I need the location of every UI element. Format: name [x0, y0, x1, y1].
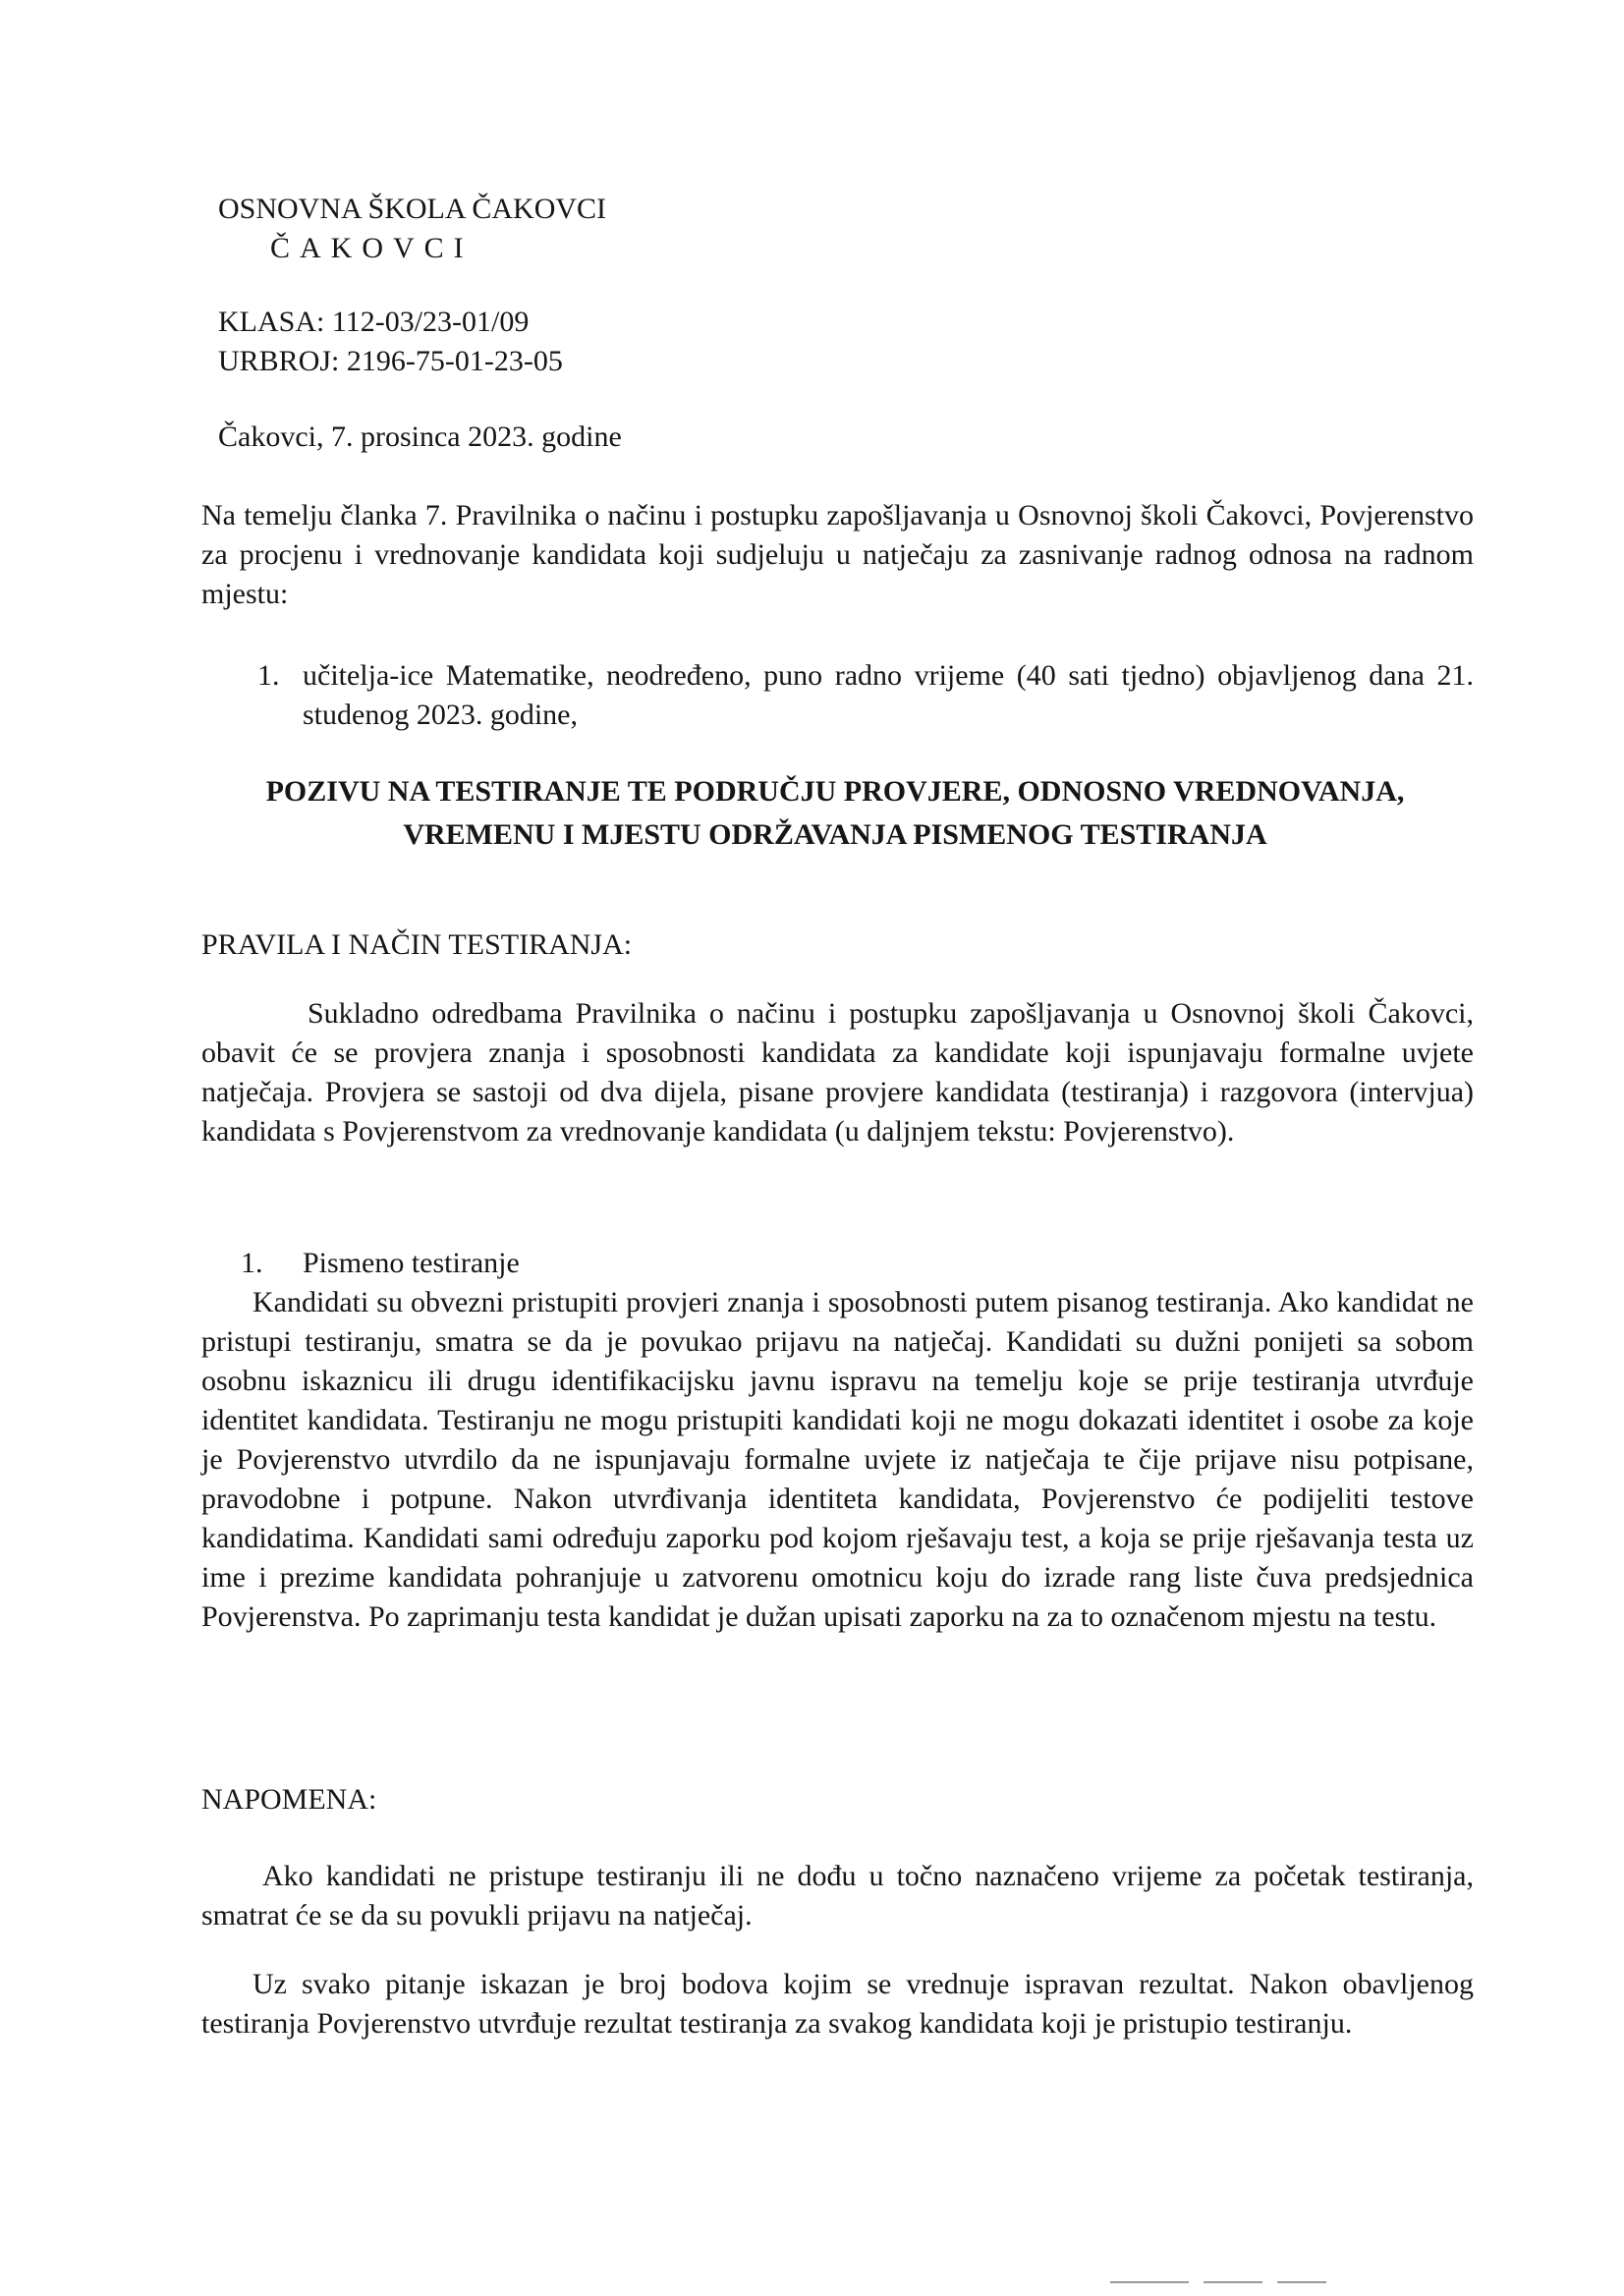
- position-number: 1.: [257, 659, 280, 692]
- note-paragraph-1: Ako kandidati ne pristupe testiranju ili ne dođu u točno naznačeno vrijeme za početak testiranja, smatrat će se da su povukli prijavu na natječaj.: [201, 1860, 1474, 1932]
- urbroj-reference: URBROJ: 2196-75-01-23-05: [218, 345, 563, 377]
- position-description: učitelja-ice Matematike, neodređeno, puno radno vrijeme (40 sati tjedno) objavljenog dana 21. studenog 2023. godine,: [303, 659, 1474, 731]
- section-title: Pismeno testiranje: [303, 1247, 520, 1279]
- rules-heading: PRAVILA I NAČIN TESTIRANJA:: [201, 928, 633, 961]
- footer-divider: [1277, 2281, 1326, 2283]
- footer-divider: [1204, 2281, 1262, 2283]
- klasa-reference: KLASA: 112-03/23-01/09: [218, 306, 530, 338]
- school-name: OSNOVNA ŠKOLA ČAKOVCI: [218, 193, 607, 225]
- rules-paragraph: Sukladno odredbama Pravilnika o načinu i postupku zapošljavanja u Osnovnoj školi Čakovci, obavit će se provjera znanja i sposobnosti kandidata za kandidate koji ispunjavaju formalne uvjete natječaja. Provjera se sastoji od dva dijela, pisane provjere kandidata (testiranja) i razgovora (intervjua) kandidata s Povjerenstvom za vrednovanje kandidata (u daljnjem tekstu: Povjerenstvo).: [201, 997, 1474, 1148]
- note-heading: NAPOMENA:: [201, 1783, 377, 1816]
- section-number: 1.: [241, 1247, 263, 1279]
- document-date: Čakovci, 7. prosinca 2023. godine: [218, 420, 622, 453]
- school-city: ČAKOVCI: [270, 232, 474, 264]
- footer-divider: [1110, 2281, 1189, 2283]
- intro-paragraph: Na temelju članka 7. Pravilnika o načinu i postupku zapošljavanja u Osnovnoj školi Čakovci, Povjerenstvo za procjenu i vrednovanje kandidata koji sudjeluju u natječaju za zasnivanje radnog odnosa na radnom mjestu:: [201, 499, 1474, 610]
- note-paragraph-2: Uz svako pitanje iskazan je broj bodova kojim se vrednuje ispravan rezultat. Nakon obavljenog testiranja Povjerenstvo utvrđuje rezultat testiranja za svakog kandidata koji je pristupio testiranju.: [201, 1968, 1474, 2040]
- document-title: POZIVU NA TESTIRANJE TE PODRUČJU PROVJERE, ODNOSNO VREDNOVANJA, VREMENU I MJESTU ODRŽAVANJA PISMENOG TESTIRANJA: [265, 775, 1405, 851]
- section-paragraph: Kandidati su obvezni pristupiti provjeri znanja i sposobnosti putem pisanog testiranja. Ako kandidat ne pristupi testiranju, smatra se da je povukao prijavu na natječaj. Kandidati su dužni ponijeti sa sobom osobnu iskaznicu ili drugu identifikacijsku javnu ispravu na temelju koje se prije testiranja utvrđuje identitet kandidata. Testiranju ne mogu pristupiti kandidati koji ne mogu dokazati identitet i osobe za koje je Povjerenstvo utvrdilo da ne ispunjavaju formalne uvjete iz natječaja te čije prijave nisu potpisane, pravodobne i potpune. Nakon utvrđivanja identiteta kandidata, Povjerenstvo će podijeliti testove kandidatima. Kandidati sami određuju zaporku pod kojom rješavaju test, a koja se prije rješavanja testa uz ime i prezime kandidata pohranjuje u zatvorenu omotnicu koju do izrade rang liste čuva predsjednica Povjerenstva. Po zaprimanju testa kandidat je dužan upisati zaporku na za to označenom mjestu na testu.: [201, 1286, 1474, 1633]
